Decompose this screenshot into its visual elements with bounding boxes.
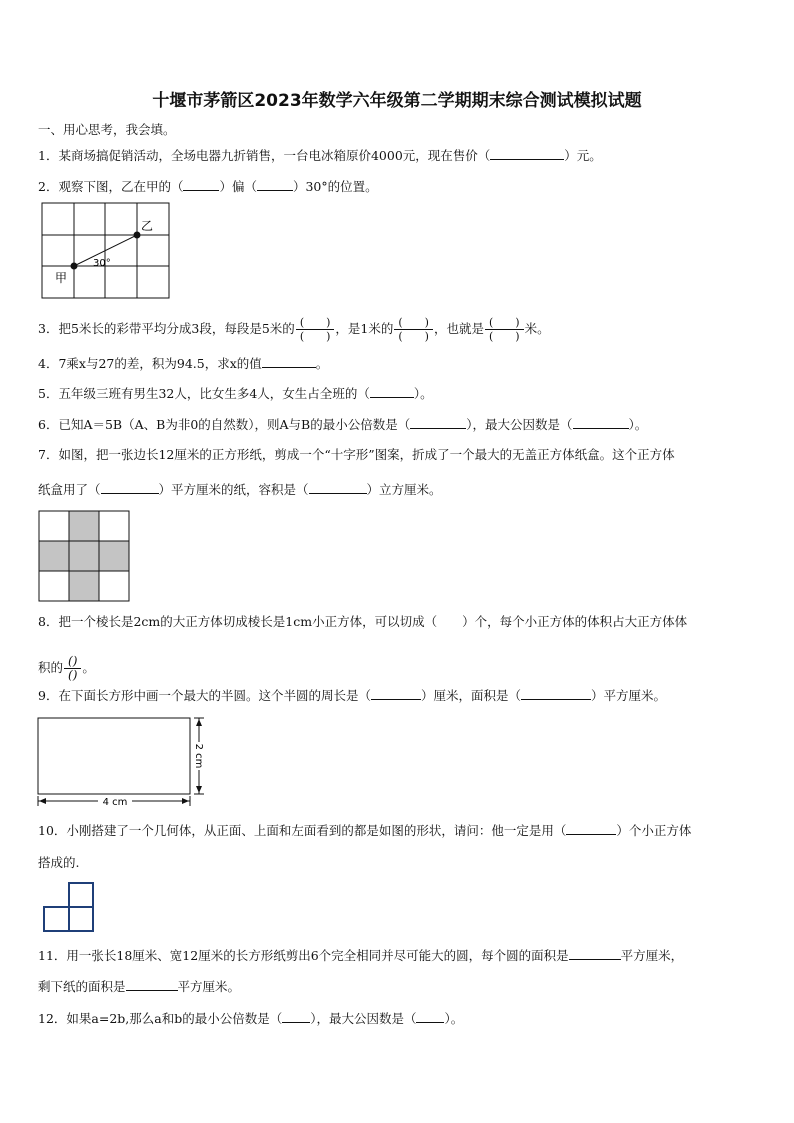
question-2 xyxy=(38,178,378,195)
q9-text-a: 9．在下面长方形中画一个最大的半圆。这个半圆的周长是（ xyxy=(38,688,371,703)
q11-text-d: 平方厘米。 xyxy=(177,979,241,994)
q11-text-b: 平方厘米， xyxy=(620,948,684,963)
question-10-line-2: 搭成的. xyxy=(38,855,80,870)
q3-fraction-2[interactable]: $\frac{( )}{( )}$ xyxy=(394,316,433,343)
q4-text-a: 4．7乘x与27的差，积为94.5，求x的值 xyxy=(38,356,262,371)
q9-blank-1[interactable] xyxy=(371,687,421,700)
point-jia xyxy=(71,263,78,270)
q7-blank-2[interactable] xyxy=(309,481,367,494)
q12-text-a: 12．如果a=2b,那么a和b的最小公倍数是（ xyxy=(38,1011,283,1026)
q11-text-a: 11．用一张长18厘米、宽12厘米的长方形纸剪出6个完全相同并尽可能大的圆，每个圆的面积是 xyxy=(38,948,569,963)
q1-blank[interactable] xyxy=(490,147,564,160)
q11-blank-1[interactable] xyxy=(569,947,621,960)
q6-text-c: ）。 xyxy=(628,417,648,432)
q3-text-a: 3．把5米长的彩带平均分成3段，每段是5米的 xyxy=(38,321,295,336)
question-12 xyxy=(38,1010,463,1027)
question-10-line-1 xyxy=(38,822,691,839)
q7-text-a: 纸盒用了（ xyxy=(38,482,101,497)
q2-blank-1[interactable] xyxy=(183,178,219,191)
q4-blank[interactable] xyxy=(262,355,316,368)
question-5 xyxy=(38,385,433,402)
q3-text-c: ，也就是 xyxy=(433,321,484,336)
width-label: 4 cm xyxy=(102,797,128,808)
q9-text-c: ）平方厘米。 xyxy=(590,688,666,703)
question-11-line-2 xyxy=(38,978,240,995)
question-7-line-2 xyxy=(38,481,442,498)
q10-text-b: ）个小正方体 xyxy=(616,823,692,838)
q11-text-c: 剩下纸的面积是 xyxy=(38,979,126,994)
q10-blank[interactable] xyxy=(566,822,616,835)
q7-text-b: ）平方厘米的纸，容积是（ xyxy=(158,482,309,497)
height-label: 2 cm xyxy=(193,743,204,769)
q8-text-a: 积的 xyxy=(38,660,64,675)
q5-text-a: 5．五年级三班有男生32人，比女生多4人，女生占全班的（ xyxy=(38,386,370,401)
rectangle xyxy=(38,718,190,794)
q5-blank[interactable] xyxy=(370,385,414,398)
q11-blank-2[interactable] xyxy=(126,978,178,991)
question-11-line-1 xyxy=(38,947,683,964)
q5-text-b: ）。 xyxy=(413,386,433,401)
question-8-line-1: 8．把一个棱长是2cm的大正方体切成棱长是1cm小正方体，可以切成（ ）个，每个小正方体的体积占大正方体体 xyxy=(38,614,688,629)
q7-cross-figure xyxy=(38,510,130,602)
q2-text-b: ）偏（ xyxy=(219,179,257,194)
q10-cubes-figure xyxy=(42,881,96,933)
q4-text-b: 。 xyxy=(315,356,329,371)
q12-text-b: ），最大公因数是（ xyxy=(310,1011,417,1026)
label-jia: 甲 xyxy=(55,271,68,285)
q3-fraction-1[interactable]: $\frac{( )}{( )}$ xyxy=(296,316,335,343)
point-yi xyxy=(134,232,141,239)
question-9 xyxy=(38,687,666,704)
q3-text-b: ，是1米的 xyxy=(335,321,394,336)
question-7-line-1: 7．如图，把一张边长12厘米的正方形纸，剪成一个“十字形”图案，折成了一个最大的无盖正方体纸盒。这个正方体 xyxy=(38,447,675,462)
q9-rectangle-figure xyxy=(36,716,212,808)
question-8-line-2 xyxy=(38,655,95,682)
q8-text-b: 。 xyxy=(82,660,95,675)
q12-blank-2[interactable] xyxy=(416,1010,444,1023)
q3-text-d: 米。 xyxy=(524,321,550,336)
cube-square xyxy=(44,907,69,931)
q6-blank-1[interactable] xyxy=(410,416,466,429)
question-3 xyxy=(38,316,550,343)
question-1 xyxy=(38,147,602,164)
q6-blank-2[interactable] xyxy=(573,416,629,429)
cross-cell xyxy=(69,511,99,541)
question-4 xyxy=(38,355,328,372)
q12-text-c: ）。 xyxy=(444,1011,464,1026)
section-heading: 一、用心思考，我会填。 xyxy=(38,122,176,137)
q10-text-a: 10．小刚搭建了一个几何体，从正面、上面和左面看到的都是如图的形状，请问：他一定是用（ xyxy=(38,823,567,838)
q9-text-b: ）厘米，面积是（ xyxy=(420,688,521,703)
q2-text-c: ）30°的位置。 xyxy=(292,179,378,194)
arrow-icon xyxy=(196,786,202,793)
cross-cell xyxy=(39,541,129,571)
q7-blank-1[interactable] xyxy=(101,481,159,494)
q2-grid-figure xyxy=(41,202,171,300)
question-6 xyxy=(38,416,647,433)
q7-text-c: ）立方厘米。 xyxy=(366,482,442,497)
q2-blank-2[interactable] xyxy=(257,178,293,191)
q9-blank-2[interactable] xyxy=(521,687,591,700)
arrow-icon xyxy=(196,719,202,726)
cube-square xyxy=(69,907,93,931)
cross-cell xyxy=(69,571,99,601)
label-yi: 乙 xyxy=(141,219,154,233)
q1-text-b: ）元。 xyxy=(564,148,602,163)
label-angle: 30° xyxy=(93,258,111,269)
arrow-icon xyxy=(39,798,46,804)
q6-text-a: 6．已知A＝5B（A、B为非0的自然数），则A与B的最小公倍数是（ xyxy=(38,417,411,432)
q3-fraction-3[interactable]: $\frac{( )}{( )}$ xyxy=(485,316,524,343)
q2-text-a: 2．观察下图，乙在甲的（ xyxy=(38,179,184,194)
q8-fraction[interactable]: $\frac{()}{()}$ xyxy=(64,655,81,682)
q1-text-a: 1．某商场搞促销活动，全场电器九折销售，一台电冰箱原价4000元，现在售价（ xyxy=(38,148,491,163)
cube-square xyxy=(69,883,93,907)
page-title: 十堰市茅箭区2023年数学六年级第二学期期末综合测试模拟试题 xyxy=(152,91,642,111)
q6-text-b: ），最大公因数是（ xyxy=(466,417,573,432)
q12-blank-1[interactable] xyxy=(282,1010,310,1023)
arrow-icon xyxy=(182,798,189,804)
